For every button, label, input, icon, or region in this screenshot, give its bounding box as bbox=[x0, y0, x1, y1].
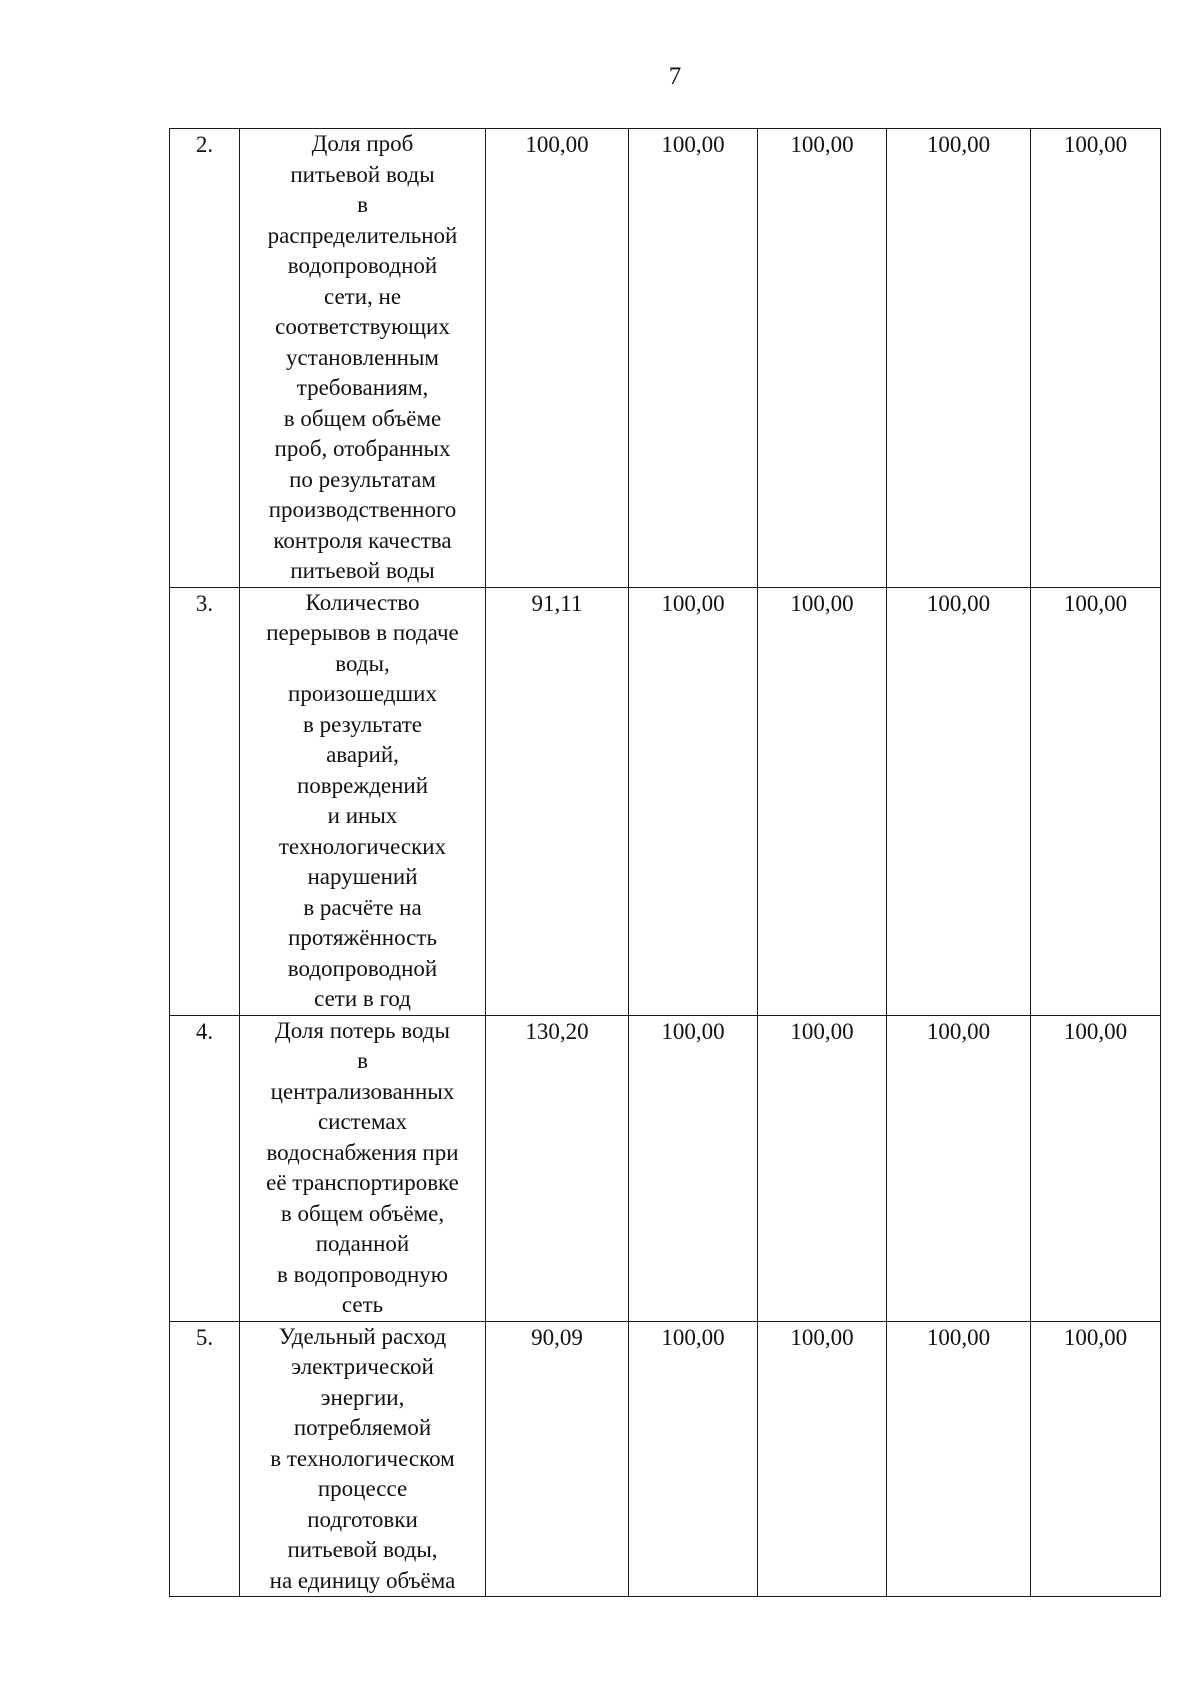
table-body bbox=[170, 129, 1161, 1597]
indicator-name-cell bbox=[240, 587, 486, 1015]
indicator-name-line: требованиям, bbox=[296, 375, 429, 400]
indicator-name-line: повреждений bbox=[296, 772, 429, 798]
value-cell: 100,00 bbox=[629, 587, 758, 1015]
table-row bbox=[170, 1015, 1161, 1321]
indicator-name-line: произошедших bbox=[288, 681, 437, 706]
value-cell: 100,00 bbox=[1031, 587, 1161, 1015]
indicator-name-line: на единицу объёма bbox=[269, 1567, 456, 1593]
value-cell: 100,00 bbox=[758, 587, 887, 1015]
indicator-name-line: технологических bbox=[278, 833, 447, 859]
indicator-name-line: протяжённость bbox=[288, 925, 437, 950]
indicator-name-line: сети в год bbox=[314, 986, 411, 1011]
row-number-cell: 4. bbox=[170, 1015, 240, 1321]
indicator-name-line: проб, отобранных bbox=[274, 436, 451, 461]
value-cell: 100,00 bbox=[629, 1015, 758, 1321]
value-cell: 100,00 bbox=[758, 1321, 887, 1597]
indicator-name-line: электрической bbox=[291, 1354, 434, 1379]
value-cell: 100,00 bbox=[887, 587, 1031, 1015]
indicator-name-line: аварий, bbox=[326, 742, 399, 767]
indicator-name-line: Доля проб bbox=[311, 131, 414, 156]
indicator-name-line: в bbox=[357, 192, 368, 217]
indicator-name-line: контроля качества bbox=[273, 527, 452, 553]
indicator-name-line: поданной bbox=[315, 1231, 410, 1256]
indicator-name-line: водоснабжения при bbox=[266, 1139, 459, 1165]
indicator-name-line: установленным bbox=[286, 344, 439, 370]
value-cell: 91,11 bbox=[486, 587, 629, 1015]
indicator-name-line: в водопроводную bbox=[277, 1261, 448, 1287]
indicator-name-line: в расчёте на bbox=[303, 894, 422, 920]
indicator-name-line: в bbox=[357, 1048, 368, 1073]
table-row bbox=[170, 587, 1161, 1015]
indicator-name-line: водопроводной bbox=[287, 253, 438, 278]
indicator-name-line: соответствующих bbox=[275, 314, 450, 339]
row-number-cell: 3. bbox=[170, 587, 240, 1015]
value-cell: 100,00 bbox=[629, 129, 758, 588]
indicator-name-line: её транспортировке bbox=[266, 1170, 459, 1195]
indicator-name-cell bbox=[240, 1321, 486, 1597]
value-cell: 100,00 bbox=[486, 129, 629, 588]
indicator-name-line: Удельный расход bbox=[278, 1323, 447, 1349]
value-cell: 100,00 bbox=[887, 1321, 1031, 1597]
indicator-name-line: Доля потерь воды bbox=[275, 1017, 450, 1043]
indicator-name-line: питьевой воды, bbox=[287, 1537, 438, 1562]
indicator-name-line: производственного bbox=[268, 497, 457, 522]
row-number-cell: 5. bbox=[170, 1321, 240, 1597]
row-number-cell: 2. bbox=[170, 129, 240, 588]
indicator-name-line: энергии, bbox=[320, 1384, 405, 1410]
table-row bbox=[170, 129, 1161, 588]
indicator-name-line: Количество bbox=[305, 589, 420, 615]
indicator-name-line: в общем объёме bbox=[283, 405, 442, 431]
indicator-name-line: и иных bbox=[327, 803, 398, 828]
value-cell: 100,00 bbox=[758, 1015, 887, 1321]
indicator-name-line: по результатам bbox=[289, 466, 436, 492]
value-cell: 100,00 bbox=[887, 129, 1031, 588]
value-cell: 90,09 bbox=[486, 1321, 629, 1597]
indicator-name-line: перерывов в подаче bbox=[266, 620, 459, 645]
indicator-name-line: сети, не bbox=[323, 283, 402, 309]
indicator-name-line: централизованных bbox=[270, 1078, 455, 1104]
indicator-name-line: процессе bbox=[317, 1476, 408, 1501]
indicator-name-line: воды, bbox=[335, 650, 390, 676]
value-cell: 100,00 bbox=[758, 129, 887, 588]
indicator-name-line: нарушений bbox=[307, 864, 418, 889]
indicator-table bbox=[169, 128, 1161, 1597]
value-cell: 100,00 bbox=[629, 1321, 758, 1597]
indicator-name-line: подготовки bbox=[307, 1506, 418, 1532]
value-cell: 100,00 bbox=[887, 1015, 1031, 1321]
table-row bbox=[170, 1321, 1161, 1597]
indicator-name-line: в общем объёме, bbox=[280, 1200, 445, 1226]
value-cell: 100,00 bbox=[1031, 1015, 1161, 1321]
indicator-name-line: системах bbox=[317, 1109, 408, 1134]
value-cell: 100,00 bbox=[1031, 129, 1161, 588]
indicator-name-cell bbox=[240, 1015, 486, 1321]
page-number: 7 bbox=[668, 63, 682, 90]
value-cell: 100,00 bbox=[1031, 1321, 1161, 1597]
indicator-name-line: в результате bbox=[303, 711, 422, 737]
indicator-name-line: сеть bbox=[341, 1292, 384, 1317]
indicator-name-line: потребляемой bbox=[293, 1415, 432, 1440]
indicator-name-line: питьевой воды bbox=[290, 161, 435, 187]
indicator-name-line: питьевой воды bbox=[290, 558, 435, 583]
indicator-name-line: водопроводной bbox=[287, 955, 438, 981]
value-cell: 130,20 bbox=[486, 1015, 629, 1321]
indicator-name-line: в технологическом bbox=[270, 1445, 455, 1471]
indicator-name-cell bbox=[240, 129, 486, 588]
indicator-name-line: распределительной bbox=[267, 222, 458, 248]
